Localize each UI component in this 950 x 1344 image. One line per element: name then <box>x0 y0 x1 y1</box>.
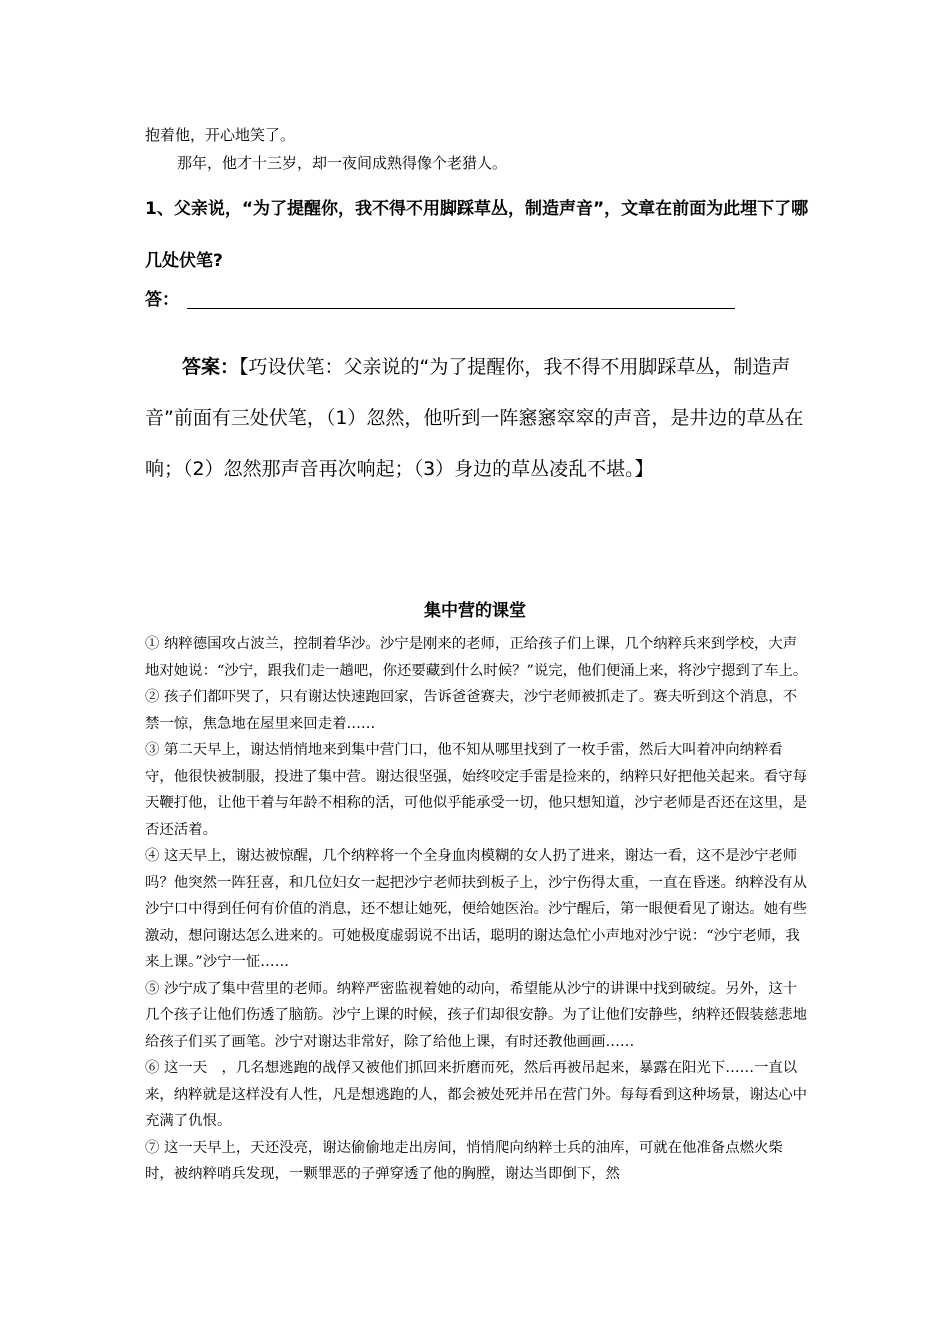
story-tail-line-1: 抱着他，开心地笑了。 <box>145 126 296 144</box>
article-body <box>145 631 810 1188</box>
article-paragraph: ④ 这天早上，谢达被惊醒，几个纳粹将一个全身血肉模糊的女人扔了进来，谢达一看，这不是沙宁老师吗？他突然一阵狂喜，和几位妇女一起把沙宁老师扶到板子上，沙宁伤得太重，一直在昏迷。纳粹没有从沙宁口中得到任何有价值的消息，还不想让她死，便给她医治。沙宁醒后，第一眼便看见了谢达。她有些激动，想问谢达怎么进来的。可她极度虚弱说不出话，聪明的谢达急忙小声地对沙宁说：“沙宁老师，我来上课。”沙宁一怔…… <box>145 848 807 970</box>
answer-1-block <box>145 342 810 495</box>
answer-text: 【巧设伏笔：父亲说的“为了提醒你，我不得不用脚踩草丛，制造声音”前面有三处伏笔，（1）忽然，他听到一阵窸窸窣窣的声音，是井边的草丛在响；（2）忽然那声音再次响起；（3）身边的草丛凌乱不堪。】 <box>145 356 804 480</box>
question-1: 1、父亲说，“为了提醒你，我不得不用脚踩草丛，制造声音”，文章在前面为此埋下了哪几处伏笔? <box>145 199 809 271</box>
answer-prompt-label: 答： <box>145 290 179 310</box>
article-paragraph: ③ 第二天早上，谢达悄悄地来到集中营门口，他不知从哪里找到了一枚手雷，然后大叫着冲向纳粹看守，他很快被制服，投进了集中营。谢达很坚强，始终咬定手雷是捡来的，纳粹只好把他关起来。看守每天鞭打他，让他干着与年龄不相称的活，可他似乎能承受一切，他只想知道，沙宁老师是否还在这里，是否还活着。 <box>145 742 807 838</box>
article-paragraph: ① 纳粹德国攻占波兰，控制着华沙。沙宁是刚来的老师，正给孩子们上课，几个纳粹兵来到学校，大声地对她说：“沙宁，跟我们走一趟吧，你还要藏到什么时候？”说完，他们便涌上来，将沙宁摁到了车上。 <box>145 636 808 679</box>
story-tail-line-2: 那年，他才十三岁，却一夜间成熟得像个老猎人。 <box>177 154 508 172</box>
article-title: 集中营的课堂 <box>424 601 526 621</box>
answer-blank[interactable] <box>187 286 735 309</box>
article-paragraph: ⑥ 这一天 ，几名想逃跑的战俘又被他们抓回来折磨而死，然后再被吊起来，暴露在阳光下……一直以来，纳粹就是这样没有人性，凡是想逃跑的人，都会被处死并吊在营门外。每每看到这种场景，谢达心中充满了仇恨。 <box>145 1060 807 1129</box>
article-paragraph: ② 孩子们都吓哭了，只有谢达快速跑回家，告诉爸爸赛夫，沙宁老师被抓走了。赛夫听到这个消息，不禁一惊，焦急地在屋里来回走着…… <box>145 689 798 732</box>
article-paragraph: ⑤ 沙宁成了集中营里的老师。纳粹严密监视着她的动向，希望能从沙宁的讲课中找到破绽。另外，这十几个孩子让他们伤透了脑筋。沙宁上课的时候，孩子们却很安静。为了让他们安静些，纳粹还假装慈悲地给孩子们买了画笔。沙宁对谢达非常好，除了给他上课，有时还教他画画…… <box>145 980 807 1050</box>
answer-line <box>145 283 735 317</box>
article-paragraph: ⑦ 这一天早上，天还没亮，谢达偷偷地走出房间，悄悄爬向纳粹士兵的油库，可就在他准备点燃火柴时，被纳粹哨兵发现，一颗罪恶的子弹穿透了他的胸膛，谢达当即倒下，然 <box>145 1139 783 1182</box>
answer-label: 答案： <box>182 356 240 378</box>
